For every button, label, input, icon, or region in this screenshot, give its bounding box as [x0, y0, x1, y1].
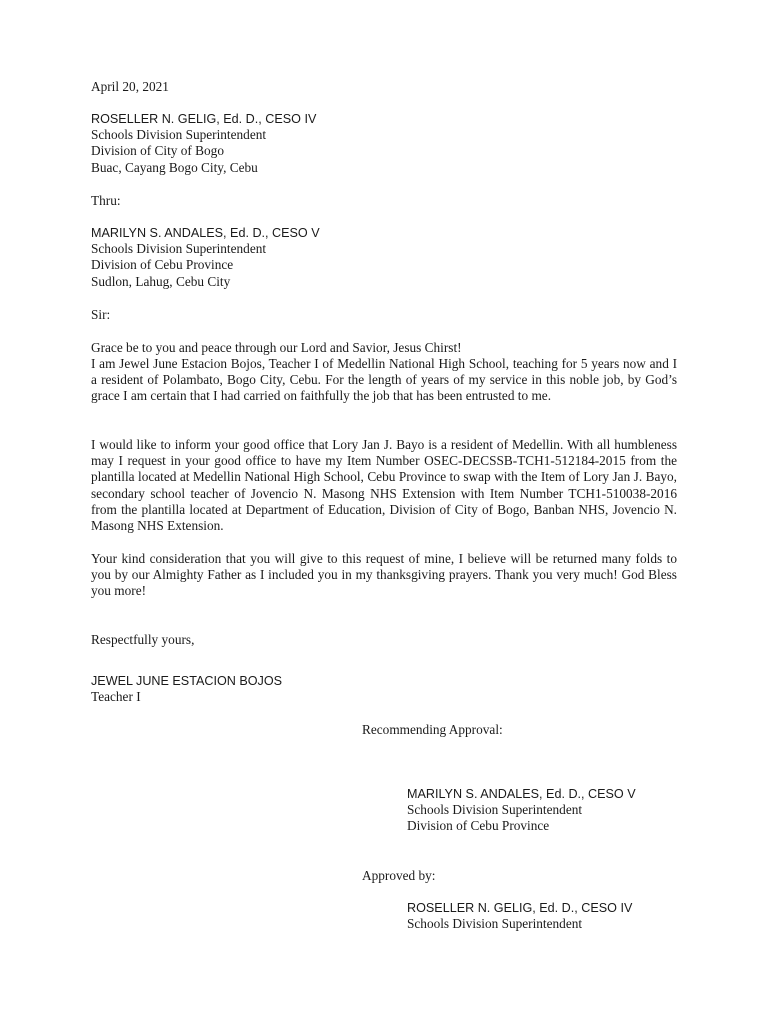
approved-name: ROSELLER N. GELIG, Ed. D., CESO IV	[407, 901, 633, 915]
thru-label	[91, 193, 677, 209]
recommending-title: Schools Division Superintendent	[407, 802, 583, 818]
closing	[91, 632, 677, 648]
recommending-block	[407, 786, 727, 835]
recommending-division: Division of Cebu Province	[407, 818, 550, 834]
approved-block	[407, 900, 727, 932]
thru-name: MARILYN S. ANDALES, Ed. D., CESO V	[91, 226, 320, 240]
thru-address: Sudlon, Lahug, Cebu City	[91, 273, 231, 289]
body-paragraph-2: I would like to inform your good office that Lory Jan J. Bayo is a resident of Medellin. With all humbleness may I request in your good office to have my Item Number OSEC-DECSSB-TCH1-512184-2015 from the plantilla located at Medellin National High School, Cebu Province to swap with the Item of Lory Jan J. Bayo, secondary school teacher of Jovencio N. Masong NHS Extension with Item Number TCH1-510038-2016 from the plantilla located at Department of Education, Division of City of Bogo, Banban NHS, Jovencio N. Masong NHS Extension.	[91, 437, 677, 534]
thru-title: Schools Division Superintendent	[91, 241, 267, 257]
recipient-name: ROSELLER N. GELIG, Ed. D., CESO IV	[91, 112, 317, 126]
salutation-text: Sir:	[91, 307, 111, 322]
recommending-name: MARILYN S. ANDALES, Ed. D., CESO V	[407, 787, 636, 801]
thru-label-text: Thru:	[91, 193, 121, 208]
recipient-division: Division of City of Bogo	[91, 143, 224, 159]
thru-division: Division of Cebu Province	[91, 257, 234, 273]
recommending-label	[362, 722, 722, 738]
thru-block	[91, 225, 677, 290]
sender-name: JEWEL JUNE ESTACION BOJOS	[91, 674, 283, 688]
recommending-label-text: Recommending Approval:	[362, 722, 503, 737]
approved-label	[362, 868, 722, 884]
body-paragraph-1: I am Jewel June Estacion Bojos, Teacher I of Medellin National High School, teaching for 5 years now and I a resident of Polambato, Bogo City, Cebu. For the length of years of my service in this noble job, by God’s grace I am certain that I had carried on faithfully the job that has been entrusted to me.	[91, 356, 677, 404]
recipient-title: Schools Division Superintendent	[91, 127, 267, 143]
salutation	[91, 307, 677, 323]
sender-title: Teacher I	[91, 689, 141, 705]
sender-block	[91, 673, 677, 705]
date-text: April 20, 2021	[91, 79, 169, 94]
letter-date	[91, 79, 677, 95]
approved-label-text: Approved by:	[362, 868, 436, 883]
greeting-text: Grace be to you and peace through our Lord and Savior, Jesus Chirst!	[91, 340, 462, 355]
approved-title: Schools Division Superintendent	[407, 916, 583, 932]
recipient-block	[91, 111, 677, 176]
closing-text: Respectfully yours,	[91, 632, 195, 647]
recipient-address: Buac, Cayang Bogo City, Cebu	[91, 159, 258, 175]
body-paragraph-3: Your kind consideration that you will give to this request of mine, I believe will be returned many folds to you by our Almighty Father as I included you in my thanksgiving prayers. Thank you very much! God Bless you more!	[91, 551, 677, 599]
greeting-line	[91, 340, 677, 356]
